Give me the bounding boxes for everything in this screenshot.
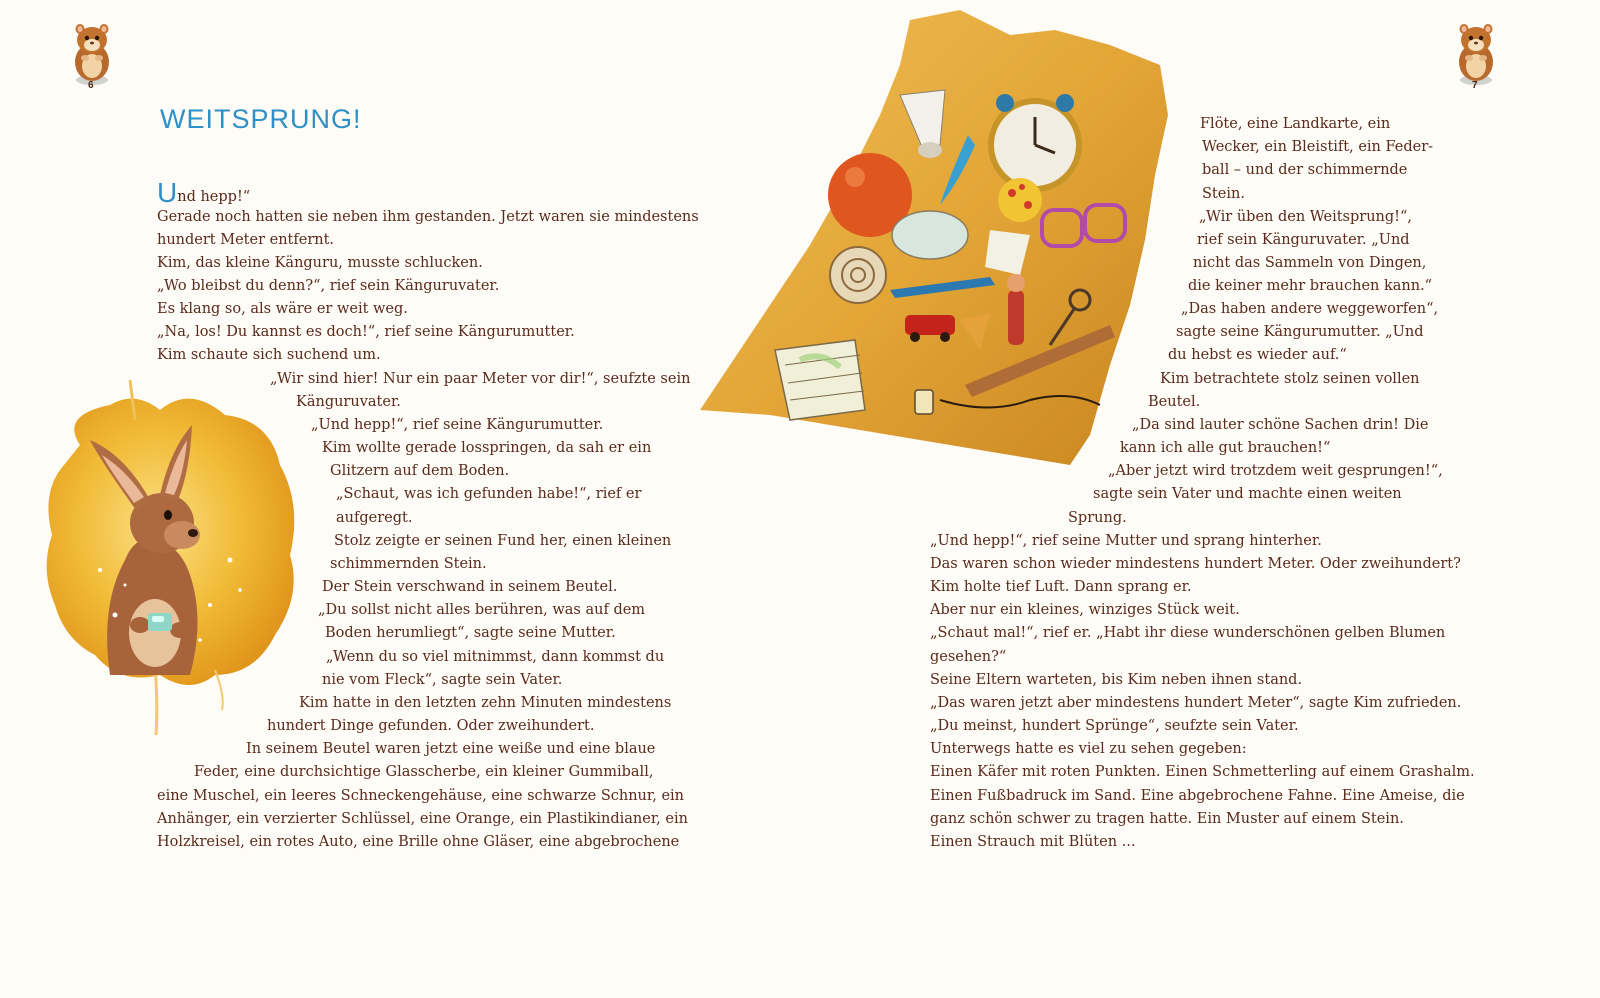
text-line: Aber nur ein kleines, winziges Stück weit.	[930, 602, 1240, 618]
text-line: „Und hepp!“, rief seine Kängurumutter.	[311, 417, 604, 433]
text-line: „Da sind lauter schöne Sachen drin! Die	[1132, 417, 1429, 433]
text-line: hundert Meter entfernt.	[157, 232, 335, 248]
kangaroo-illustration	[40, 375, 302, 740]
text-line: Das waren schon wieder mindestens hundert Meter. Oder zweihundert?	[930, 556, 1461, 572]
text-line: „Wo bleibst du denn?“, rief sein Känguruvater.	[157, 278, 500, 294]
text-line: „Schaut mal!“, rief er. „Habt ihr diese wunderschönen gelben Blumen	[930, 625, 1446, 641]
text-line: ganz schön schwer zu tragen hatte. Ein Muster auf einem Stein.	[930, 811, 1404, 827]
text-line: „Schaut, was ich gefunden habe!“, rief er	[336, 486, 642, 502]
text-line: „Wir sind hier! Nur ein paar Meter vor dir!“, seufzte sein	[270, 371, 691, 387]
text-line: nicht das Sammeln von Dingen,	[1193, 255, 1427, 271]
text-line: Boden herumliegt“, sagte seine Mutter.	[325, 625, 616, 641]
first-line	[157, 177, 251, 208]
text-line: „Das haben andere weggeworfen“,	[1181, 301, 1439, 317]
text-line: Einen Fußbadruck im Sand. Eine abgebrochene Fahne. Eine Ameise, die	[930, 788, 1465, 804]
text-line: Kim hatte in den letzten zehn Minuten mindestens	[299, 695, 672, 711]
text-line: Stein.	[1202, 186, 1245, 202]
text-line: Kim holte tief Luft. Dann sprang er.	[930, 579, 1192, 595]
text-line: In seinem Beutel waren jetzt eine weiße und eine blaue	[246, 741, 656, 757]
text-line: „Das waren jetzt aber mindestens hundert Meter“, sagte Kim zufrieden.	[930, 695, 1462, 711]
text-line: ball – und der schimmernde	[1202, 162, 1408, 178]
text-line: „Aber jetzt wird trotzdem weit gesprungen!“,	[1108, 463, 1443, 479]
text-line: aufgeregt.	[336, 510, 413, 526]
found-objects-illustration	[690, 5, 1180, 470]
text-line: nie vom Fleck“, sagte sein Vater.	[322, 672, 563, 688]
first-line-rest: nd hepp!“	[177, 189, 251, 205]
text-line: „Und hepp!“, rief seine Mutter und sprang hinterher.	[930, 533, 1322, 549]
text-line: Einen Käfer mit roten Punkten. Einen Schmetterling auf einem Grashalm.	[930, 764, 1475, 780]
text-line: schimmernden Stein.	[330, 556, 487, 572]
text-line: Wecker, ein Bleistift, ein Feder-	[1202, 139, 1434, 155]
text-line: „Wir üben den Weitsprung!“,	[1199, 209, 1413, 225]
text-line: Flöte, eine Landkarte, ein	[1200, 116, 1391, 132]
text-line: Kim, das kleine Känguru, musste schlucken.	[157, 255, 483, 271]
text-line: hundert Dinge gefunden. Oder zweihundert.	[267, 718, 595, 734]
text-line: du hebst es wieder auf.“	[1168, 347, 1347, 363]
text-line: Känguruvater.	[296, 394, 401, 410]
text-line: Beutel.	[1148, 394, 1201, 410]
text-line: Sprung.	[1068, 510, 1127, 526]
text-line: sagte sein Vater und machte einen weiten	[1093, 486, 1402, 502]
text-line: kann ich alle gut brauchen!“	[1120, 440, 1331, 456]
page-number-right: 7	[1472, 80, 1478, 91]
drop-cap: U	[157, 177, 178, 208]
text-line: Kim schaute sich suchend um.	[157, 347, 381, 363]
text-line: Kim betrachtete stolz seinen vollen	[1160, 371, 1420, 387]
text-line: gesehen?“	[930, 649, 1007, 665]
text-line: Es klang so, als wäre er weit weg.	[157, 301, 408, 317]
text-line: Glitzern auf dem Boden.	[330, 463, 510, 479]
page-number-left: 6	[88, 80, 94, 91]
text-line: Anhänger, ein verzierter Schlüssel, eine Orange, ein Plastikindianer, ein	[157, 811, 688, 827]
text-line: Unterwegs hatte es viel zu sehen gegeben:	[930, 741, 1247, 757]
text-line: Feder, eine durchsichtige Glasscherbe, ein kleiner Gummiball,	[194, 764, 654, 780]
text-line: sagte seine Kängurumutter. „Und	[1176, 324, 1424, 340]
chapter-title: WEITSPRUNG!	[160, 104, 362, 134]
text-line: Holzkreisel, ein rotes Auto, eine Brille ohne Gläser, eine abgebrochene	[157, 834, 680, 850]
text-line: „Wenn du so viel mitnimmst, dann kommst du	[326, 649, 665, 665]
text-line: „Na, los! Du kannst es doch!“, rief seine Kängurumutter.	[157, 324, 575, 340]
text-line: Stolz zeigte er seinen Fund her, einen kleinen	[334, 533, 672, 549]
text-line: „Du sollst nicht alles berühren, was auf dem	[318, 602, 646, 618]
text-line: Seine Eltern warteten, bis Kim neben ihnen stand.	[930, 672, 1303, 688]
text-line: Kim wollte gerade losspringen, da sah er ein	[322, 440, 652, 456]
text-line: die keiner mehr brauchen kann.“	[1188, 278, 1433, 294]
text-line: Gerade noch hatten sie neben ihm gestanden. Jetzt waren sie mindestens	[157, 209, 699, 225]
text-line: Einen Strauch mit Blüten ...	[930, 834, 1136, 850]
text-line: eine Muschel, ein leeres Schneckengehäuse, eine schwarze Schnur, ein	[157, 788, 685, 804]
text-line: rief sein Känguruvater. „Und	[1197, 232, 1410, 248]
text-line: „Du meinst, hundert Sprünge“, seufzte sein Vater.	[930, 718, 1299, 734]
right-page	[800, 0, 1600, 998]
text-line: Der Stein verschwand in seinem Beutel.	[322, 579, 618, 595]
